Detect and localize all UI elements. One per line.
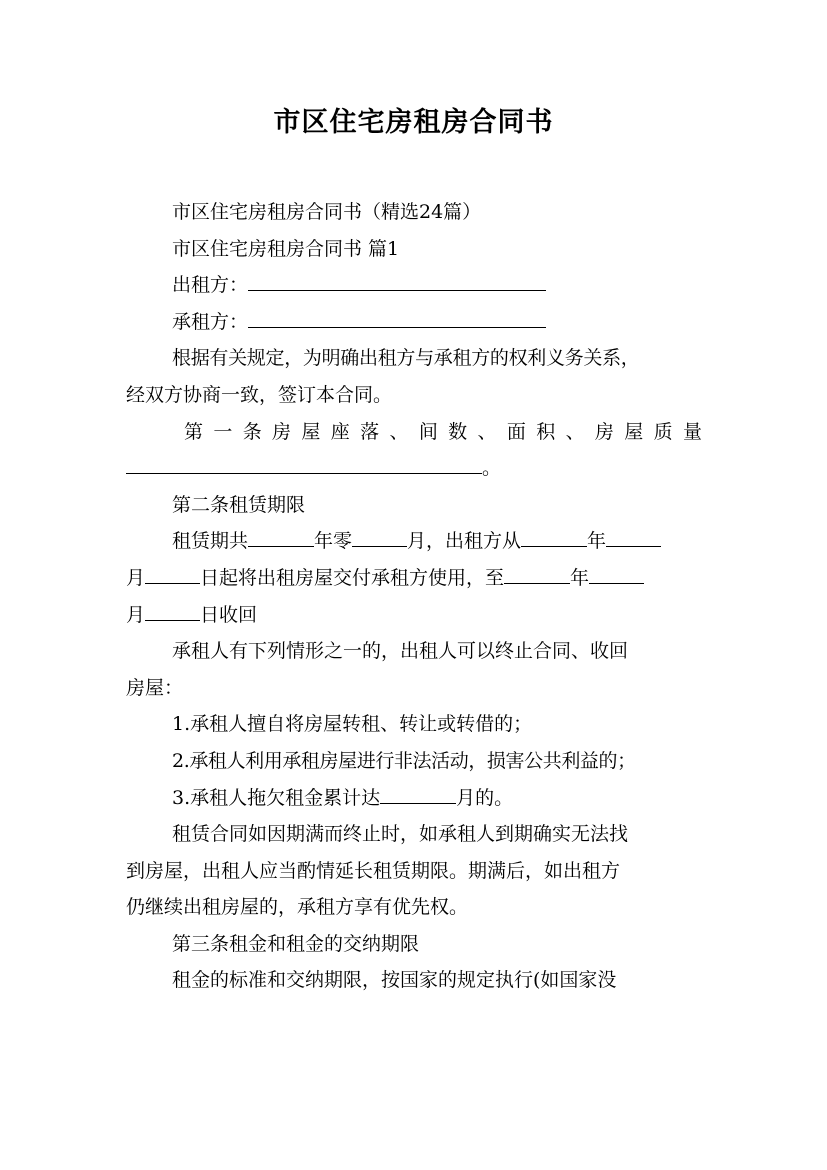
paragraph-line: 到房屋，出租人应当酌情延长租赁期限。期满后，如出租方: [126, 859, 621, 882]
lease-start-line: [126, 560, 702, 597]
arrears-months-blank: [380, 781, 456, 804]
paragraph-line: 承租人有下列情形之一的，出租人可以终止合同、收回: [172, 640, 629, 663]
end-year-blank: [504, 561, 570, 584]
start-year-blank: [521, 524, 587, 547]
handover-text: 日起将出租房屋交付承租方使用，至: [200, 566, 505, 589]
years-label: 年零: [314, 530, 353, 553]
end-month-blank: [589, 561, 644, 584]
article-two-heading: 第二条租赁期限: [172, 493, 306, 516]
lessor-line: [126, 267, 702, 304]
page-title: 市区住宅房租房合同书: [273, 107, 554, 138]
lease-term-label: 租赁期共: [172, 530, 249, 553]
document-body: [126, 194, 702, 999]
lessee-label: 承租方：: [172, 310, 249, 333]
month-label: 月: [126, 603, 146, 626]
lessee-blank: [248, 305, 546, 328]
months-blank: [352, 524, 407, 547]
month-label: 月: [126, 566, 146, 589]
paragraph-line: 经双方协商一致，签订本合同。: [126, 383, 393, 406]
lease-end-line: [126, 597, 702, 634]
article-one-blank-line: [126, 450, 702, 487]
section-heading: 市区住宅房租房合同书 篇1: [172, 237, 400, 260]
article-three-heading: 第三条租金和租金的交纳期限: [172, 932, 420, 955]
paragraph-line: 根据有关规定，为明确出租方与承租方的权利义务关系，: [172, 347, 640, 370]
paragraph-line: 房屋：: [126, 676, 184, 699]
start-month-blank: [606, 524, 661, 547]
from-label: 月，出租方从: [407, 530, 522, 553]
year-label: 年: [570, 566, 590, 589]
recover-text: 日收回: [200, 603, 258, 626]
year-label: 年: [587, 530, 607, 553]
property-blank: [126, 451, 482, 474]
start-day-blank: [145, 561, 200, 584]
arrears-text: 3.承租人拖欠租金累计达: [172, 786, 381, 809]
paragraph-line: 租赁合同如因期满而终止时，如承租人到期确实无法找: [172, 823, 629, 846]
article-one-line: 第一条房屋座落、间数、面积、房屋质量: [184, 420, 702, 443]
paragraph-line: 租金的标准和交纳期限，按国家的规定执行(如国家没: [172, 969, 617, 992]
lessee-line: [126, 304, 702, 341]
period-mark: 。: [482, 457, 502, 480]
subtitle-line: 市区住宅房租房合同书（精选24篇）: [172, 201, 482, 223]
paragraph-line: 仍继续出租房屋的，承租方享有优先权。: [126, 896, 469, 919]
lease-term-line: [126, 523, 702, 560]
lessor-blank: [248, 268, 546, 291]
arrears-end: 月的。: [456, 786, 514, 809]
list-item: [126, 780, 702, 817]
lessor-label: 出租方：: [172, 274, 249, 297]
list-item: 1.承租人擅自将房屋转租、转让或转借的；: [172, 713, 533, 736]
list-item: 2.承租人利用承租房屋进行非法活动，损害公共利益的；: [172, 749, 636, 772]
end-day-blank: [145, 598, 200, 621]
years-blank: [248, 524, 314, 547]
